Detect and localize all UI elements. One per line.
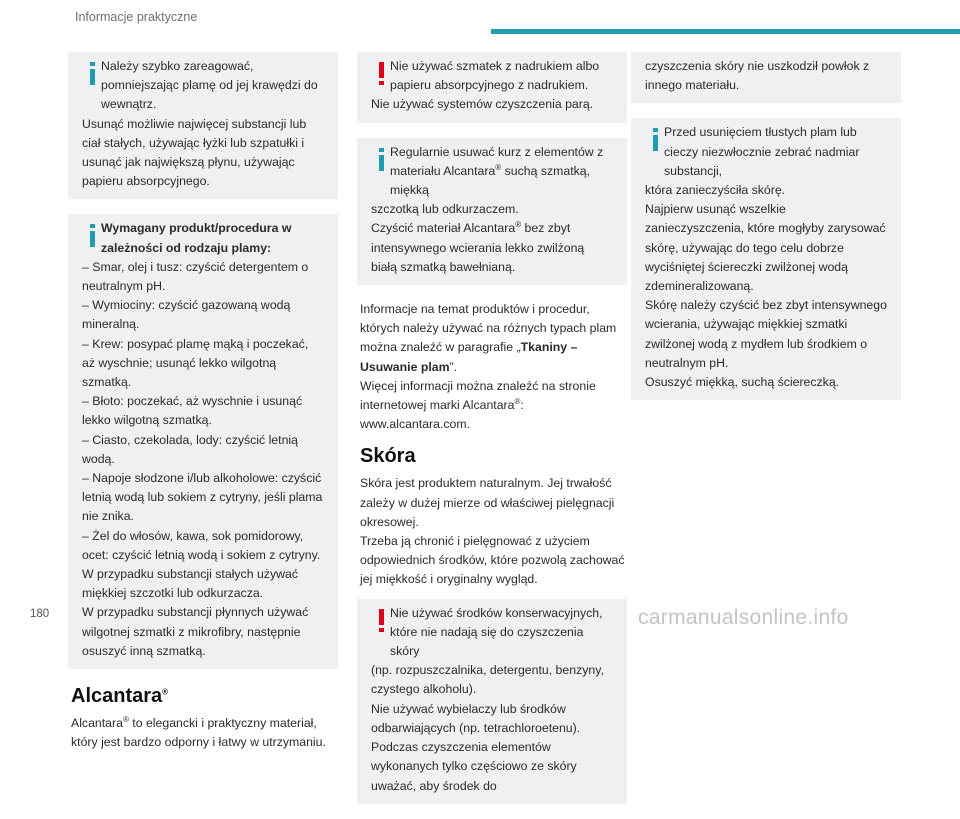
warning-text: Nie używać systemów czyszczenia parą. bbox=[371, 97, 594, 112]
page-number: 180 bbox=[30, 608, 50, 620]
stain-line: – Krew: posypać plamę mąką i poczekać, aż wyschnie; usunąć lekko wilgotną szmatką. bbox=[82, 336, 309, 390]
warning-first-text: Nie używać szmatek z nadrukiem albo papieru absorpcyjnego z nadrukiem. bbox=[390, 59, 600, 93]
info-box-dust-removal bbox=[357, 138, 627, 285]
info-icon bbox=[646, 126, 665, 152]
info-first-text: Przed usunięciem tłustych plam lub cieczy niezwłocznie zebrać nadmiar substancji, bbox=[664, 125, 860, 178]
website-paragraph: Więcej informacji można znaleźć na stronie internetowej marki Alcantara®: www.alcantara.com. bbox=[360, 378, 596, 432]
info-text: Osuszyć miękką, suchą ściereczką. bbox=[645, 375, 840, 390]
column-2 bbox=[357, 52, 627, 819]
warning-box-leather-products bbox=[357, 599, 627, 804]
products-info-paragraph: Informacje na temat produktów i procedur, których należy używać na różnych typach plam można znaleźć w paragrafie „Tkaniny – Usuwanie plam”. bbox=[360, 302, 617, 374]
stain-line: – Smar, olej i tusz: czyścić detergentem o neutralnym pH. bbox=[82, 259, 309, 294]
warning-icon bbox=[372, 60, 391, 86]
column-3 bbox=[631, 52, 901, 415]
leather-paragraph: Skóra jest produktem naturalnym. Jej trwałość zależy w dużej mierze od właściwej pielęgnacji okresowej. bbox=[360, 476, 615, 529]
info-icon bbox=[372, 146, 391, 172]
info-box-heading: Wymagany produkt/procedura w zależności od rodzaju plamy: bbox=[101, 221, 292, 255]
stain-line: – Żel do włosów, kawa, sok pomidorowy, ocet: czyścić letnią wodą i sokiem z cytryny. bbox=[82, 528, 321, 562]
section-heading-alcantara: Alcantara® bbox=[71, 685, 169, 708]
column-1 bbox=[68, 52, 338, 753]
warning-box-continued bbox=[631, 52, 901, 103]
watermark: carmanualsonline.info bbox=[638, 606, 849, 629]
info-box-stain-types bbox=[68, 214, 338, 669]
header-accent-bar bbox=[491, 29, 960, 34]
stain-line: W przypadku substancji płynnych używać wilgotnej szmatki z mikrofibry, następnie osuszyć inną szmatką. bbox=[82, 605, 309, 658]
stain-line: W przypadku substancji stałych używać miękkiej szczotki lub odkurzacza. bbox=[82, 567, 298, 601]
warning-text: Podczas czyszczenia elementów wykonanych tylko częściowo ze skóry uważać, aby środek do bbox=[371, 740, 577, 793]
warning-box-printed-cloths bbox=[357, 52, 627, 123]
running-header-title: Informacje praktyczne bbox=[75, 10, 198, 24]
stain-line: – Wymiociny: czyścić gazowaną wodą mineralną. bbox=[82, 298, 291, 332]
section-heading-skora: Skóra bbox=[360, 445, 416, 468]
info-icon bbox=[83, 60, 102, 86]
warning-text: (np. rozpuszczalnika, detergentu, benzyny, czystego alkoholu). bbox=[371, 663, 604, 697]
info-text: Skórę należy czyścić bez zbyt intensywnego wcierania, używając miękkiej szmatki zwilżonej wodą z mydłem lub środkiem o neutralnym pH. bbox=[645, 298, 887, 370]
leather-paragraph: Trzeba ją chronić i pielęgnować z użyciem odpowiednich środków, które pozwolą zachować jej miękkość i oryginalny wygląd. bbox=[360, 534, 625, 587]
info-first-text: Regularnie usuwać kurz z elementów z materiału Alcantara® suchą szmatką, miękką bbox=[390, 144, 604, 198]
info-text: Czyścić materiał Alcantara® bez zbyt intensywnego wcierania lekko zwilżoną białą szmatką bawełnianą. bbox=[371, 220, 585, 274]
stain-line: – Napoje słodzone i/lub alkoholowe: czyścić letnią wodą lub sokiem z cytryny, jeśli plama nie znika. bbox=[82, 471, 323, 524]
cross-reference-link[interactable]: Tkaniny – Usuwanie plam bbox=[360, 340, 578, 374]
info-box-grease-stains bbox=[631, 118, 901, 400]
warning-first-text: Nie używać środków konserwacyjnych, które nie nadają się do czyszczenia skóry bbox=[390, 605, 603, 659]
stain-line: – Ciasto, czekolada, lody: czyścić letnią wodą. bbox=[82, 432, 298, 466]
info-text: która zanieczyściła skórę. bbox=[645, 183, 786, 198]
info-text: szczotką lub odkurzaczem. bbox=[371, 202, 519, 217]
info-icon bbox=[83, 222, 102, 248]
info-box-text: Usunąć możliwie najwięcej substancji lub ciał stałych, używając łyżki lub szpatułki i usunąć jak największą płynu, używając papieru absorpcyjnego. bbox=[82, 116, 307, 189]
info-box-stain-removal bbox=[68, 52, 338, 199]
info-text: Najpierw usunąć wszelkie zanieczyszczenia, które mogłyby zarysować skórę, używając do tego celu dobrze wyciśniętej ściereczki zwilżonej wodą zdemineralizowaną. bbox=[645, 202, 886, 294]
alcantara-intro: Alcantara® to elegancki i praktyczny materiał, który jest bardzo odporny i łatwy w utrzymaniu. bbox=[71, 715, 326, 750]
stain-line: – Błoto: poczekać, aż wyschnie i usunąć lekko wilgotną szmatką. bbox=[82, 394, 303, 428]
info-box-first-text: Należy szybko zareagować, pomniejszając plamę od jej krawędzi do wewnątrz. bbox=[101, 59, 318, 112]
warning-continued-text: czyszczenia skóry nie uszkodził powłok z innego materiału. bbox=[645, 59, 870, 93]
warning-text: Nie używać wybielaczy lub środków odbarwiających (np. tetrachloroetenu). bbox=[371, 701, 581, 735]
warning-icon bbox=[372, 607, 391, 633]
